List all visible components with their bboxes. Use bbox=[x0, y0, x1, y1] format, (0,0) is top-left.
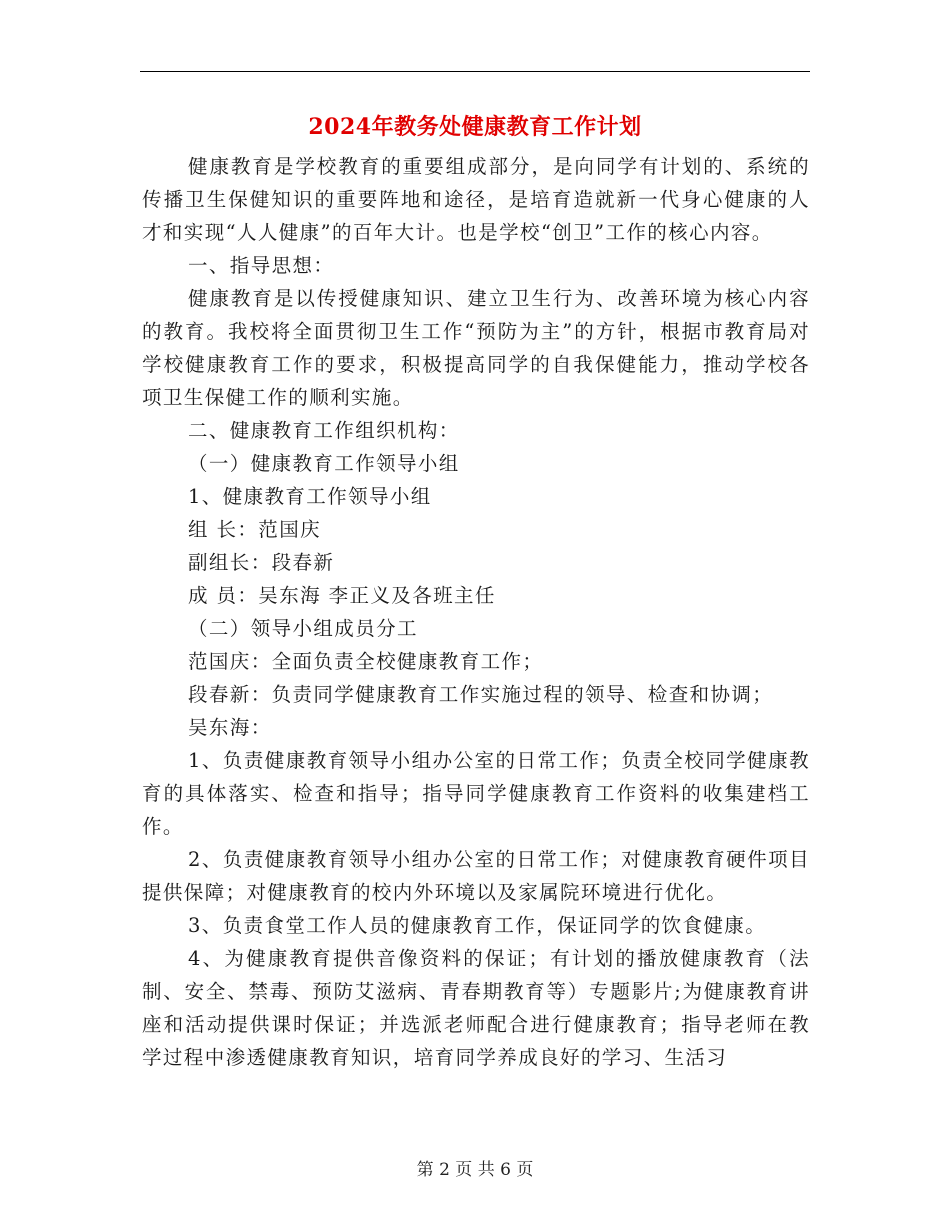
paragraph-guiding-ideology: 健康教育是以传授健康知识、建立卫生行为、改善环境为核心内容的教育。我校将全面贯彻卫生工作“预防为主”的方针，根据市教育局对学校健康教育工作的要求，积极提高同学的自我保健能力，推动学校各项卫生保健工作的顺利实施。 bbox=[142, 287, 810, 409]
header-rule bbox=[140, 71, 810, 72]
page-number: 第 2 页 共 6 页 bbox=[416, 1160, 534, 1180]
duty-item-1: 1、负责健康教育领导小组办公室的日常工作；负责全校同学健康教育的具体落实、检查和指导；指导同学健康教育工作资料的收集建档工作。 bbox=[142, 749, 810, 838]
duty-item-2: 2、负责健康教育领导小组办公室的日常工作；对健康教育硬件项目提供保障；对健康教育的校内外环境以及家属院环境进行优化。 bbox=[142, 848, 810, 904]
member-members: 成 员：吴东海 李正义及各班主任 bbox=[188, 584, 496, 607]
subsection-heading-leading-group: （一）健康教育工作领导小组 bbox=[188, 452, 460, 475]
section-heading-guiding-ideology: 一、指导思想： bbox=[188, 254, 335, 277]
document-title: 2024年教务处健康教育工作计划 bbox=[308, 114, 642, 140]
section-heading-organization: 二、健康教育工作组织机构： bbox=[188, 419, 460, 442]
document-body bbox=[142, 150, 810, 1074]
list-item-leading-group: 1、健康教育工作领导小组 bbox=[188, 485, 432, 508]
duty-duan-chunxin: 段春新：负责同学健康教育工作实施过程的领导、检查和协调； bbox=[188, 683, 774, 706]
duty-fan-guoqing: 范国庆：全面负责全校健康教育工作； bbox=[188, 650, 544, 673]
subsection-heading-division: （二）领导小组成员分工 bbox=[188, 617, 418, 640]
duty-item-4: 4、为健康教育提供音像资料的保证；有计划的播放健康教育（法制、安全、禁毒、预防艾滋病、青春期教育等）专题影片;为健康教育讲座和活动提供课时保证；并选派老师配合进行健康教育；指导老师在教学过程中渗透健康教育知识，培育同学养成良好的学习、生活习 bbox=[142, 947, 810, 1069]
duty-item-3: 3、负责食堂工作人员的健康教育工作，保证同学的饮食健康。 bbox=[188, 914, 767, 937]
paragraph-intro: 健康教育是学校教育的重要组成部分，是向同学有计划的、系统的传播卫生保健知识的重要阵地和途径，是培育造就新一代身心健康的人才和实现“人人健康”的百年大计。也是学校“创卫”工作的核心内容。 bbox=[142, 155, 810, 244]
member-deputy-leader: 副组长：段春新 bbox=[188, 551, 335, 574]
member-leader: 组 长：范国庆 bbox=[188, 518, 321, 541]
duty-wu-donghai-label: 吴东海： bbox=[188, 716, 272, 739]
